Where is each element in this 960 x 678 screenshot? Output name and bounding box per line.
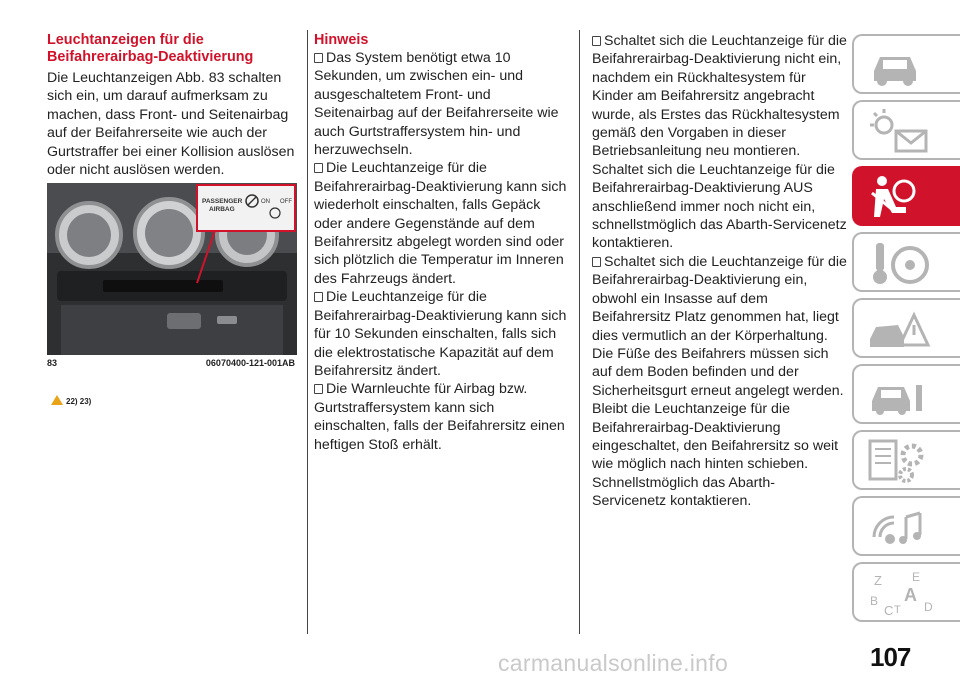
note-text: Die Warnleuchte für Airbag bzw. Gurtstraffersystem kann sich einschalten, falls der Beifahrersitz einen heftigen Stoß erhält. xyxy=(314,381,565,453)
note-icon xyxy=(314,292,323,302)
index-letter: T xyxy=(894,604,901,616)
index-letter: E xyxy=(912,570,921,584)
column-2 xyxy=(314,32,572,454)
page-number: 107 xyxy=(870,642,911,672)
note-item xyxy=(314,288,572,380)
tab-technical-data[interactable] xyxy=(852,430,960,490)
tab-emergency[interactable] xyxy=(852,298,960,358)
tab-safety[interactable] xyxy=(852,166,960,226)
note-text: Die Leuchtanzeige für die Beifahrerairbag-Deaktivierung kann sich wiederholt einschalten, falls Gepäck oder andere Gegenstände auf dem Beifahrersitz abgelegt worden sind oder sich plötzlich die Temperatur im Inneren des Fahrzeugs ändert. xyxy=(314,160,567,287)
car-accident-icon xyxy=(866,305,936,355)
index-letter: D xyxy=(924,600,933,614)
alphabetical-index-icon xyxy=(866,569,946,619)
intro-paragraph: Die Leuchtanzeigen Abb. 83 schalten sich ein, um darauf aufmerksam zu machen, dass Front- und Seitenairbag auf der Beifahrerseite wie auch der Gurtstraffer bei einer Kollision auslösen oder nicht auslösen werden. xyxy=(47,70,295,179)
note-item xyxy=(314,380,572,454)
warning-triangle-icon xyxy=(51,395,63,405)
note-text: Schaltet sich die Leuchtanzeige für die Beifahrerairbag-Deaktivierung nicht ein, nachdem ein Rückhaltesystem für Kinder am Beifahrersitz angebracht wurde, als Erstes das Rückhaltesystem gemäß den Vorgaben in dieser Betriebsanleitung neu montieren. Schaltet sich die Leuchtanzeige für die Beifahrerairbag-Deaktivierung AUS anschließend immer noch nicht ein, schnellstmöglich das Abarth-Servicenetz kontaktieren. xyxy=(592,33,847,252)
note-text: Schaltet sich die Leuchtanzeige für die Beifahrerairbag-Deaktivierung ein, obwohl ein Insasse auf dem Beifahrersitz Platz genommen hat, liegt dies vermutlich an der Körperhaltung. Die Füße des Beifahrers müssen sich auf dem Boden befinden und der Sicherheitsgurt erneut angelegt werden. Bleibt die Leuchtanzeige für die Beifahrerairbag-Deaktivierung eingeschaltet, den Beifahrersitz so weit wie möglich nach hinten schieben. Schnellstmöglich das Abarth-Servicenetz kontaktieren. xyxy=(592,253,847,510)
note-item xyxy=(314,159,572,288)
note-item xyxy=(592,32,848,253)
index-letter: Z xyxy=(874,573,882,588)
note-icon xyxy=(314,53,323,63)
note-item xyxy=(314,49,572,159)
warning-reference xyxy=(51,395,91,406)
tab-car[interactable] xyxy=(852,34,960,94)
tab-maintenance[interactable] xyxy=(852,364,960,424)
column-divider xyxy=(579,30,580,634)
note-item xyxy=(592,253,848,511)
index-letter: A xyxy=(904,585,917,605)
section-heading xyxy=(47,32,297,66)
passenger-airbag-label: PASSENGER xyxy=(202,198,243,205)
figure-code: 06070400-121-001AB xyxy=(205,358,295,368)
column-1 xyxy=(47,32,297,179)
heading-line-1: Leuchtanzeigen für die xyxy=(47,32,204,48)
tab-starting-driving[interactable] xyxy=(852,232,960,292)
column-divider xyxy=(307,30,308,634)
dashboard-figure xyxy=(47,183,297,355)
note-text: Die Leuchtanzeige für die Beifahrerairbag-Deaktivierung kann sich für 10 Sekunden einschalten, falls sich die elektrostatische Kapazität auf dem Beifahrersitz ändert. xyxy=(314,289,567,379)
tab-warning-lights[interactable] xyxy=(852,100,960,160)
warning-ref-text: 22) 23) xyxy=(66,397,92,406)
figure-caption xyxy=(47,358,297,372)
key-steering-wheel-icon xyxy=(866,239,936,289)
note-icon xyxy=(592,257,601,267)
on-label: ON xyxy=(261,199,270,205)
specs-gear-icon xyxy=(866,437,936,487)
figure-number: 83 xyxy=(47,358,58,368)
note-icon xyxy=(314,384,323,394)
note-icon xyxy=(314,163,323,173)
warning-lights-icon xyxy=(866,107,936,157)
heading-line-2: Beifahrerairbag-Deaktivierung xyxy=(47,49,254,65)
tab-index[interactable] xyxy=(852,562,960,622)
dashboard-photo-illustration xyxy=(47,183,297,355)
watermark: carmanualsonline.info xyxy=(498,650,729,676)
note-icon xyxy=(592,36,601,46)
column-3 xyxy=(592,32,848,511)
car-maintenance-icon xyxy=(866,371,936,421)
airbag-safety-icon xyxy=(866,173,926,223)
tab-multimedia[interactable] xyxy=(852,496,960,556)
index-letter: B xyxy=(870,594,879,608)
car-icon xyxy=(866,41,926,89)
multimedia-icon xyxy=(866,503,936,553)
index-letter: C xyxy=(884,603,894,618)
airbag-label: AIRBAG xyxy=(209,206,235,213)
hinweis-heading: Hinweis xyxy=(314,32,369,48)
note-text: Das System benötigt etwa 10 Sekunden, um zwischen ein- und ausgeschaltetem Front- und Seitenairbag auf der Beifahrerseite wie auch Gurtstraffersystem hin- und herzuwechseln. xyxy=(314,50,559,159)
off-label: OFF xyxy=(280,199,292,205)
